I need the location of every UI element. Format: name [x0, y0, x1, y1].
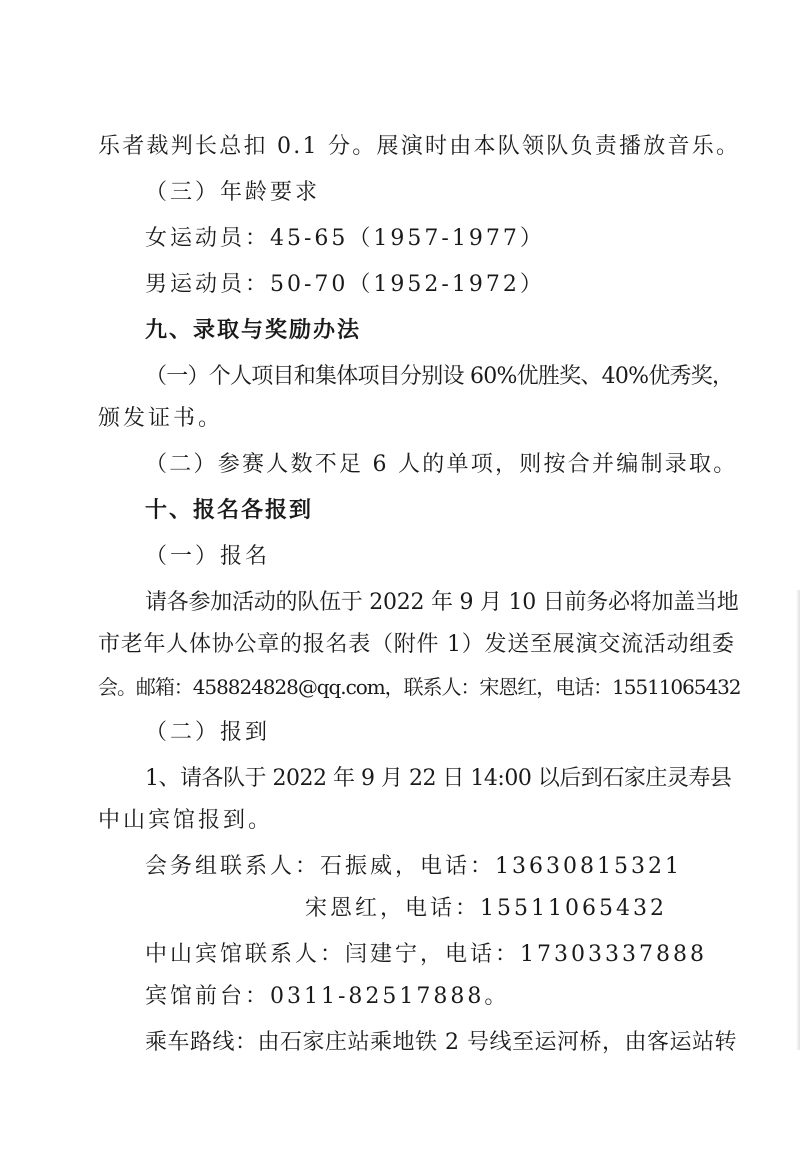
- text-line-hotel: 中山宾馆报到。: [98, 808, 274, 833]
- text-line-award-ratio: （一）个人项目和集体项目分别设 60%优胜奖、40%优秀奖，: [145, 364, 734, 389]
- text-line-continuation-music: 乐者裁判长总扣 0.1 分。展演时由本队领队负责播放音乐。: [98, 134, 741, 159]
- section-heading-awards: 九、录取与奖励办法: [145, 318, 362, 343]
- subheading-registration: （一）报名: [145, 544, 271, 569]
- text-line-staff-contact-2: 宋恩红，电话：15511065432: [305, 896, 667, 921]
- text-line-female-athletes: 女运动员：45-65（1957-1977）: [145, 226, 545, 251]
- text-line-front-desk: 宾馆前台：0311-82517888。: [145, 984, 510, 1009]
- page-edge-shadow: [796, 590, 800, 1050]
- subheading-age-requirements: （三）年龄要求: [145, 180, 321, 205]
- text-line-merge-rule: （二）参赛人数不足 6 人的单项，则按合并编制录取。: [145, 452, 738, 477]
- section-heading-registration: 十、报名各报到: [145, 498, 314, 523]
- subheading-check-in: （二）报到: [145, 720, 271, 745]
- text-line-registration-form: 市老年人体协公章的报名表（附件 1）发送至展演交流活动组委: [98, 632, 735, 657]
- text-line-registration-deadline: 请各参加活动的队伍于 2022 年 9 月 10 日前务必将加盖当地: [145, 590, 739, 615]
- text-line-hotel-contact: 中山宾馆联系人：闫建宁，电话：17303337888: [145, 942, 707, 967]
- text-line-staff-contact-1: 会务组联系人：石振威，电话：13630815321: [145, 854, 682, 879]
- text-line-check-in-time: 1、请各队于 2022 年 9 月 22 日 14:00 以后到石家庄灵寿县: [145, 766, 732, 791]
- text-line-certificate: 颁发证书。: [98, 406, 224, 431]
- text-line-email-contact: 会。邮箱：458824828@qq.com，联系人：宋恩红，电话：15511065432: [98, 675, 741, 699]
- text-line-transport-route: 乘车路线：由石家庄站乘地铁 2 号线至运河桥，由客运站转: [145, 1030, 737, 1055]
- text-line-male-athletes: 男运动员：50-70（1952-1972）: [145, 272, 545, 297]
